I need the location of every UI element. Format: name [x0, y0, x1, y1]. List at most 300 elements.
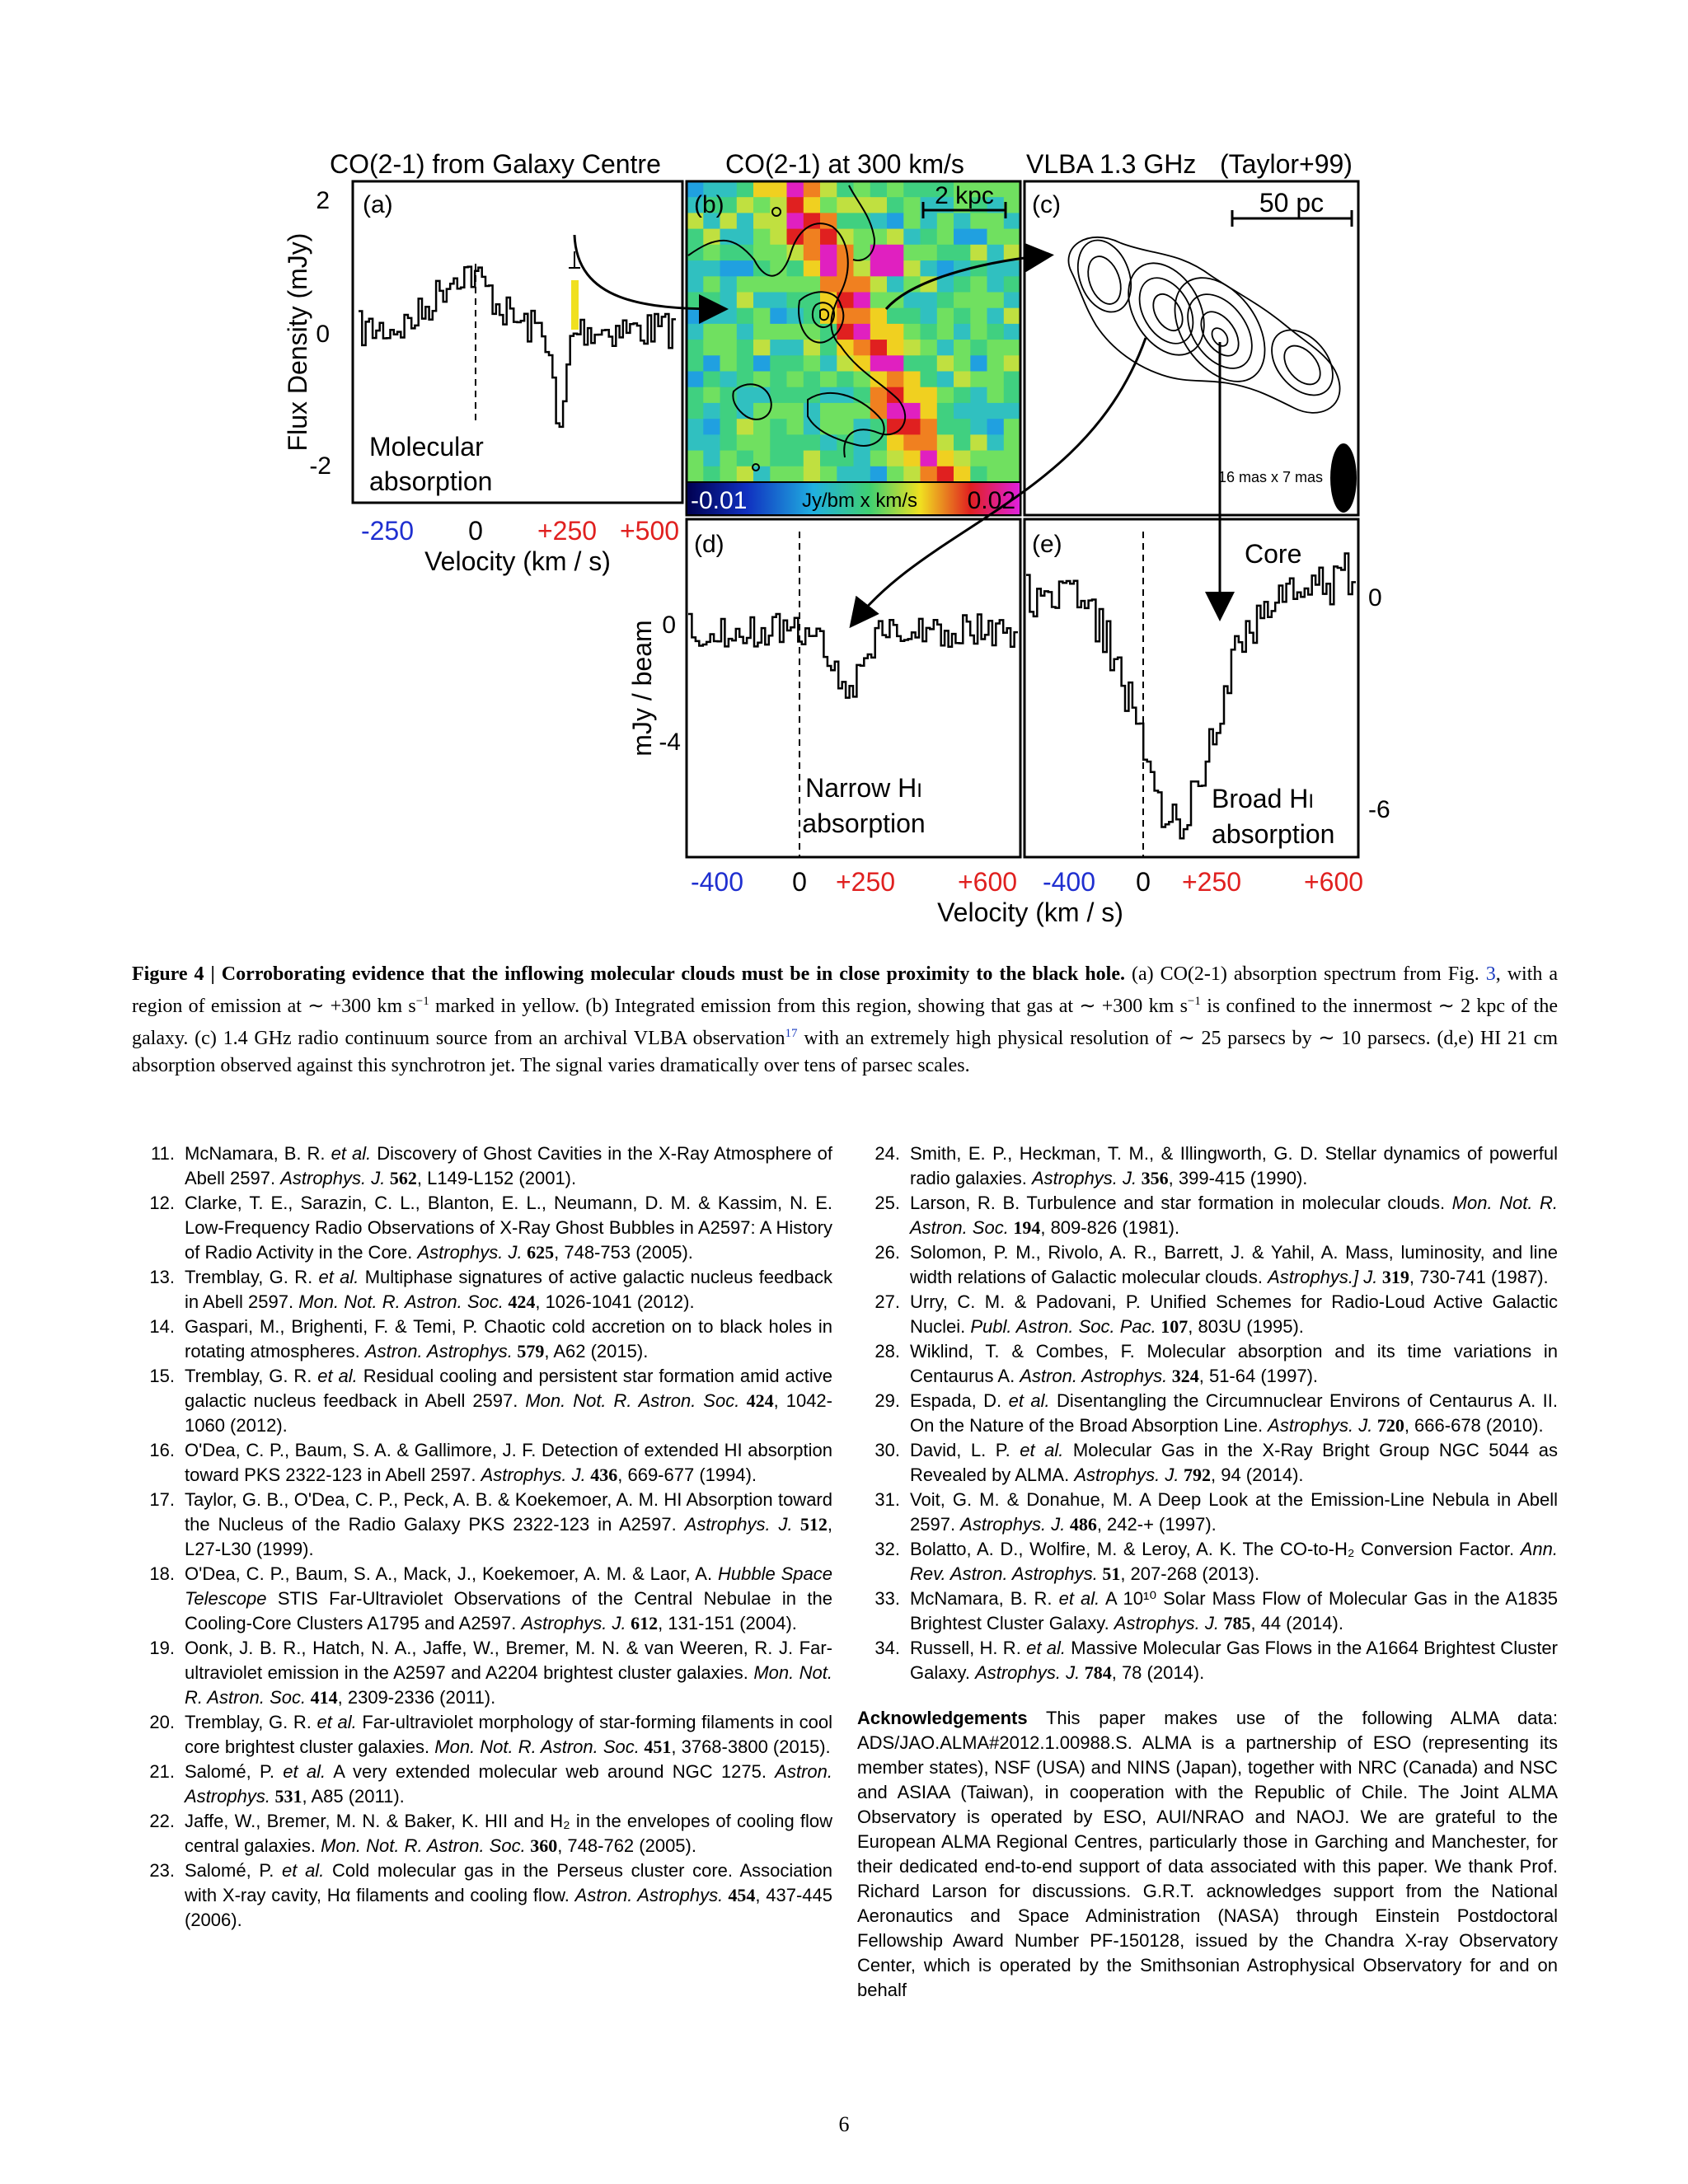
panel-c-title: VLBA 1.3 GHz: [1026, 149, 1197, 179]
map-pixel: [804, 372, 821, 388]
reference-title: Residual cooling and persistent star formation amid active galactic nucleus feedback in Abell 2597.: [185, 1366, 832, 1411]
map-pixel: [820, 451, 837, 467]
map-pixel: [954, 245, 971, 261]
map-pixel: [753, 181, 771, 198]
reference-item: [857, 1586, 1558, 1636]
map-pixel: [787, 276, 804, 293]
reference-pages: , 399-415 (1990).: [1168, 1168, 1308, 1188]
map-pixel: [687, 308, 704, 325]
map-pixel: [687, 355, 704, 372]
map-pixel: [837, 308, 854, 325]
panel-a-xlabel: Velocity (km / s): [424, 546, 611, 576]
map-pixel: [854, 387, 871, 404]
panel-c-beam: [1330, 443, 1357, 513]
map-pixel: [970, 213, 987, 229]
map-pixel: [770, 466, 787, 483]
reference-number: 19.: [149, 1638, 175, 1658]
map-pixel: [804, 181, 821, 198]
map-pixel: [737, 181, 754, 198]
map-pixel: [987, 293, 1005, 309]
reference-journal: Astrophys. J.: [684, 1514, 793, 1535]
map-pixel: [903, 355, 921, 372]
reference-journal: Mon. Not. R. Astron. Soc.: [321, 1835, 526, 1856]
reference-title: Molecular Gas in the X-Ray Bright Group NGC 5044 as Revealed by ALMA.: [910, 1440, 1558, 1485]
map-pixel: [720, 451, 738, 467]
map-pixel: [787, 308, 804, 325]
map-pixel: [937, 229, 954, 246]
map-pixel: [854, 403, 871, 419]
map-pixel: [753, 197, 771, 213]
map-pixel: [837, 229, 854, 246]
map-pixel: [854, 466, 871, 483]
map-pixel: [887, 372, 904, 388]
caption-sup-1: −1: [415, 995, 429, 1008]
panel-a-spectrum: [359, 267, 676, 427]
map-pixel: [903, 324, 921, 340]
reference-number: 16.: [149, 1440, 175, 1460]
map-pixel: [820, 197, 837, 213]
map-pixel: [720, 276, 738, 293]
map-pixel: [820, 245, 837, 261]
map-pixel: [887, 451, 904, 467]
caption-text-5: with an extremely high physical resolution of ∼ 25 parsecs by ∼ 10 parsecs. (d,e) HI 21 cm absorption observed against this synchrotron jet. The signal varies dramatically over tens of parsec scales.: [132, 1028, 1558, 1076]
map-pixel: [937, 451, 954, 467]
map-pixel: [720, 466, 738, 483]
map-pixel: [870, 197, 888, 213]
reference-journal: Astron. Astrophys.: [1020, 1366, 1168, 1386]
reference-italic: et al.: [1008, 1390, 1050, 1411]
map-pixel: [687, 387, 704, 404]
panel-a-xtick-500: +500: [619, 516, 680, 546]
panel-c-beam-label: 16 mas x 7 mas: [1218, 469, 1324, 485]
reference-pages: , 666-678 (2010).: [1404, 1415, 1544, 1436]
map-pixel: [937, 213, 954, 229]
reference-authors: O'Dea, C. P., Baum, S. A., Mack, J., Koekemoer, A. M. & Laor, A.: [185, 1563, 718, 1584]
map-pixel: [787, 355, 804, 372]
map-pixel: [937, 372, 954, 388]
reference-text: [185, 1141, 832, 1191]
panel-e-label-line2: absorption: [1212, 819, 1335, 849]
reference-journal: Astrophys. J.: [481, 1465, 586, 1485]
map-pixel: [887, 229, 904, 246]
panel-c-letter: (c): [1032, 191, 1061, 218]
reference-title: Multiphase signatures of active galactic nucleus feedback in Abell 2597.: [185, 1267, 832, 1312]
bottom-xtick-d-250: +250: [835, 867, 896, 897]
reference-number: 24.: [874, 1143, 900, 1164]
reference-text: [910, 1191, 1558, 1240]
map-pixel: [937, 434, 954, 451]
reference-text: [910, 1537, 1558, 1586]
map-pixel: [903, 451, 921, 467]
caption-figure-link[interactable]: 3: [1485, 963, 1496, 985]
map-pixel: [720, 419, 738, 435]
map-pixel: [921, 293, 938, 309]
map-pixel: [937, 340, 954, 356]
map-pixel: [903, 466, 921, 483]
map-pixel: [804, 434, 821, 451]
map-pixel: [753, 419, 771, 435]
reference-volume: 562: [385, 1168, 417, 1188]
map-pixel: [987, 372, 1005, 388]
map-pixel: [770, 451, 787, 467]
reference-text: [910, 1290, 1558, 1339]
panel-b-colorbar-min: -0.01: [691, 487, 748, 514]
map-pixel: [787, 213, 804, 229]
map-pixel: [854, 293, 871, 309]
map-pixel: [687, 466, 704, 483]
map-pixel: [737, 451, 754, 467]
map-pixel: [737, 466, 754, 483]
reference-title: Discovery of Ghost Cavities in the X-Ray Atmosphere of Abell 2597.: [185, 1143, 832, 1188]
map-pixel: [970, 229, 987, 246]
reference-journal: Astron. Astrophys.: [364, 1341, 513, 1361]
map-pixel: [1004, 308, 1021, 325]
bottom-xtick-d-0: 0: [792, 867, 807, 897]
reference-title: Massive Molecular Gas Flows in the A1664 Brightest Cluster Galaxy.: [910, 1638, 1558, 1683]
map-pixel: [970, 466, 987, 483]
reference-journal: Astrophys.] J.: [1268, 1267, 1378, 1287]
bottom-xtick-e-0: 0: [1136, 867, 1151, 897]
reference-title: Disentangling the Circumnuclear Environs of Centaurus A. II. On the Nature of the Broad Absorption Line.: [910, 1390, 1559, 1436]
map-pixel: [921, 466, 938, 483]
map-pixel: [954, 293, 971, 309]
map-pixel: [954, 308, 971, 325]
reference-volume: 785: [1218, 1613, 1251, 1633]
map-pixel: [903, 229, 921, 246]
reference-italic: et al.: [1020, 1440, 1064, 1460]
map-pixel: [870, 276, 888, 293]
reference-authors: Taylor, G. B., O'Dea, C. P., Peck, A. B. & Koekemoer, A. M. HI Absorption toward the Nucleus of the Radio Galaxy PKS 2322-123 in A2597.: [185, 1489, 832, 1535]
panel-a-xtick-neg250: -250: [360, 516, 415, 546]
map-pixel: [837, 466, 854, 483]
map-pixel: [937, 245, 954, 261]
panel-a-ytick-2: 2: [316, 187, 330, 214]
map-pixel: [737, 293, 754, 309]
map-pixel: [770, 181, 787, 198]
acknowledgements-text: This paper makes use of the following ALMA data: ADS/JAO.ALMA#2012.1.00988.S. ALMA is a partnership of ESO (representing its member states), NSF (USA) and NINS (Japan), together with NRC (Canada) and NSC and ASIAA (Taiwan), in cooperation with the Republic of Chile. The Joint ALMA Observatory is operated by ESO, AUI/NRAO and NAOJ. We are grateful to the European ALMA Regional Centres, particularly those in Garching and Manchester, for their dedicated end-to-end support of data associated with this paper. We thank Prof. Richard Larson for discussions. G.R.T. acknowledges support from the National Aeronautics and Space Administration (NASA) through Einstein Postdoctoral Fellowship Award Number PF-150128, issued by the Chandra X-ray Observatory Center, which is operated by the Smithsonian Astrophysical Observatory for and on behalf: [857, 1708, 1558, 2000]
map-pixel: [987, 451, 1005, 467]
map-pixel: [703, 324, 720, 340]
reference-item: [857, 1290, 1558, 1339]
map-pixel: [887, 355, 904, 372]
reference-italic: et al.: [1026, 1638, 1066, 1658]
map-pixel: [703, 355, 720, 372]
map-pixel: [770, 340, 787, 356]
map-pixel: [787, 372, 804, 388]
reference-italic: et al.: [317, 1366, 358, 1386]
reference-journal: Mon. Not. R. Astron. Soc.: [185, 1662, 832, 1708]
map-pixel: [687, 451, 704, 467]
bottom-xtick-d-neg400: -400: [690, 867, 744, 897]
map-pixel: [870, 434, 888, 451]
map-pixel: [787, 340, 804, 356]
map-pixel: [954, 451, 971, 467]
map-pixel: [687, 276, 704, 293]
map-pixel: [1004, 229, 1021, 246]
map-pixel: [804, 260, 821, 277]
map-pixel: [1004, 355, 1021, 372]
reference-volume: 784: [1080, 1662, 1112, 1683]
map-pixel: [987, 434, 1005, 451]
map-pixel: [987, 419, 1005, 435]
reference-journal: Astrophys. J.: [417, 1242, 523, 1263]
panel-b-map: [687, 181, 1021, 483]
reference-authors: Tremblay, G. R.: [185, 1712, 317, 1732]
reference-text: [185, 1636, 832, 1710]
reference-pages: , 3768-3800 (2015).: [671, 1736, 831, 1757]
reference-pages: , 730-741 (1987).: [1409, 1267, 1549, 1287]
map-pixel: [903, 245, 921, 261]
panel-e-label-line1: Broad HI: [1212, 784, 1315, 813]
map-pixel: [720, 403, 738, 419]
map-pixel: [987, 387, 1005, 404]
reference-authors: Larson, R. B. Turbulence and star formation in molecular clouds.: [910, 1193, 1452, 1213]
map-pixel: [887, 197, 904, 213]
map-pixel: [1004, 466, 1021, 483]
map-pixel: [720, 340, 738, 356]
map-pixel: [903, 387, 921, 404]
map-pixel: [903, 181, 921, 198]
map-pixel: [770, 324, 787, 340]
map-pixel: [737, 197, 754, 213]
map-pixel: [804, 451, 821, 467]
panel-d-label-line2: absorption: [802, 808, 926, 838]
map-pixel: [887, 324, 904, 340]
map-pixel: [787, 293, 804, 309]
map-pixel: [820, 355, 837, 372]
panel-a-letter: (a): [363, 191, 393, 218]
reference-item: [857, 1488, 1558, 1537]
map-pixel: [687, 229, 704, 246]
map-pixel: [854, 451, 871, 467]
map-pixel: [970, 434, 987, 451]
map-pixel: [703, 403, 720, 419]
reference-pages: , 809-826 (1981).: [1040, 1217, 1180, 1238]
map-pixel: [720, 308, 738, 325]
map-pixel: [787, 181, 804, 198]
map-pixel: [903, 419, 921, 435]
panel-e-ytick-neg6: -6: [1368, 796, 1390, 823]
reference-text: [185, 1315, 832, 1364]
reference-number: 17.: [149, 1489, 175, 1510]
reference-number: 33.: [874, 1588, 900, 1609]
reference-item: [857, 1438, 1558, 1488]
reference-journal: Mon. Not. R. Astron. Soc.: [298, 1291, 504, 1312]
map-pixel: [753, 293, 771, 309]
map-pixel: [720, 434, 738, 451]
reference-item: [132, 1265, 832, 1315]
reference-text: [910, 1141, 1558, 1191]
reference-volume: 414: [306, 1687, 338, 1708]
map-pixel: [887, 466, 904, 483]
map-pixel: [870, 260, 888, 277]
map-pixel: [820, 229, 837, 246]
map-pixel: [921, 355, 938, 372]
map-pixel: [970, 355, 987, 372]
reference-item: [132, 1191, 832, 1265]
map-pixel: [987, 229, 1005, 246]
reference-italic: et al.: [316, 1712, 357, 1732]
map-pixel: [787, 419, 804, 435]
map-pixel: [770, 355, 787, 372]
map-pixel: [1004, 293, 1021, 309]
map-pixel: [737, 213, 754, 229]
map-pixel: [837, 403, 854, 419]
map-pixel: [903, 260, 921, 277]
map-pixel: [820, 213, 837, 229]
panel-a-title: CO(2-1) from Galaxy Centre: [330, 149, 661, 179]
map-pixel: [737, 419, 754, 435]
map-pixel: [703, 293, 720, 309]
map-pixel: [770, 419, 787, 435]
reference-authors: McNamara, B. R.: [910, 1588, 1059, 1609]
reference-pages: , 51-64 (1997).: [1198, 1366, 1319, 1386]
map-pixel: [703, 260, 720, 277]
map-pixel: [854, 308, 871, 325]
reference-item: [857, 1389, 1558, 1438]
bottom-xtick-e-250: +250: [1181, 867, 1242, 897]
map-pixel: [804, 213, 821, 229]
reference-volume: 579: [512, 1341, 545, 1361]
map-pixel: [970, 245, 987, 261]
caption-label: Figure 4 | Corroborating evidence that the inflowing molecular clouds must be in close proximity to the black hole.: [132, 963, 1125, 985]
map-pixel: [770, 403, 787, 419]
map-pixel: [687, 434, 704, 451]
figure-4: [272, 136, 1426, 960]
map-pixel: [753, 308, 771, 325]
reference-journal: Astron. Astrophys.: [574, 1885, 724, 1905]
reference-authors: Tremblay, G. R.: [185, 1366, 318, 1386]
reference-volume: 324: [1167, 1366, 1199, 1386]
map-pixel: [837, 213, 854, 229]
reference-journal: Astrophys. J.: [1074, 1465, 1179, 1485]
map-pixel: [870, 245, 888, 261]
map-pixel: [954, 387, 971, 404]
reference-authors: Salomé, P.: [185, 1860, 283, 1881]
map-pixel: [854, 213, 871, 229]
map-pixel: [954, 466, 971, 483]
map-pixel: [770, 276, 787, 293]
reference-journal: Astrophys. J.: [521, 1613, 626, 1633]
reference-volume: 107: [1156, 1316, 1189, 1337]
panel-c-contours: [1068, 232, 1344, 412]
map-pixel: [753, 324, 771, 340]
map-pixel: [970, 324, 987, 340]
caption-citation-link[interactable]: 17: [785, 1027, 798, 1040]
map-pixel: [987, 245, 1005, 261]
map-pixel: [687, 403, 704, 419]
reference-volume: 424: [503, 1291, 536, 1312]
reference-italic: et al.: [318, 1267, 359, 1287]
panel-d-ytick-0: 0: [662, 612, 676, 639]
reference-item: [857, 1240, 1558, 1290]
map-pixel: [753, 229, 771, 246]
map-pixel: [870, 387, 888, 404]
reference-item: [132, 1760, 832, 1809]
map-pixel: [887, 245, 904, 261]
map-pixel: [854, 181, 871, 198]
map-pixel: [987, 340, 1005, 356]
map-pixel: [954, 340, 971, 356]
map-pixel: [854, 434, 871, 451]
map-pixel: [887, 434, 904, 451]
map-pixel: [937, 308, 954, 325]
map-pixel: [870, 181, 888, 198]
map-pixel: [870, 213, 888, 229]
map-pixel: [687, 340, 704, 356]
panel-e-ytick-0: 0: [1368, 584, 1382, 612]
map-pixel: [954, 434, 971, 451]
reference-pages: , A62 (2015).: [544, 1341, 649, 1361]
panel-a-xtick-0: 0: [468, 516, 483, 546]
reference-pages: , 207-268 (2013).: [1120, 1563, 1260, 1584]
reference-journal: Mon. Not. R. Astron. Soc.: [525, 1390, 740, 1411]
map-pixel: [921, 324, 938, 340]
reference-item: [132, 1809, 832, 1858]
map-pixel: [820, 372, 837, 388]
reference-authors: Urry, C. M. & Padovani, P. Unified Schemes for Radio-Loud Active Galactic Nuclei.: [910, 1291, 1558, 1337]
panel-d-spectrum: [688, 614, 1018, 698]
panel-c-core-label: Core: [1245, 539, 1302, 569]
map-pixel: [937, 355, 954, 372]
map-pixel: [1004, 372, 1021, 388]
map-pixel: [820, 403, 837, 419]
caption-text-3: marked in yellow. (b) Integrated emission from this region, showing that gas at ∼ +300 km s: [429, 996, 1188, 1017]
reference-number: 26.: [874, 1242, 900, 1263]
reference-item: [132, 1141, 832, 1191]
map-pixel: [787, 387, 804, 404]
map-pixel: [720, 293, 738, 309]
map-pixel: [1004, 260, 1021, 277]
map-pixel: [1004, 419, 1021, 435]
reference-volume: 451: [639, 1736, 672, 1757]
reference-number: 21.: [149, 1761, 175, 1782]
map-pixel: [737, 260, 754, 277]
map-pixel: [954, 403, 971, 419]
reference-text: [910, 1636, 1558, 1685]
reference-pages: , 1042-1060 (2012).: [185, 1390, 832, 1436]
map-pixel: [954, 213, 971, 229]
map-pixel: [820, 260, 837, 277]
map-pixel: [854, 229, 871, 246]
map-pixel: [737, 245, 754, 261]
reference-title: STIS Far-Ultraviolet Observations of the Central Nebulae in the Cooling-Core Clusters A1795 and A2597.: [185, 1588, 832, 1633]
panel-b-colorbar-unit: Jy/bm x km/s: [801, 490, 918, 512]
map-pixel: [1004, 340, 1021, 356]
reference-volume: 319: [1377, 1267, 1409, 1287]
reference-journal: Astrophys. J.: [975, 1662, 1081, 1683]
panel-a-emission-highlight: [571, 280, 579, 330]
reference-journal: Astrophys. J.: [960, 1514, 1066, 1535]
map-pixel: [954, 324, 971, 340]
reference-pages: , 94 (2014).: [1211, 1465, 1304, 1485]
map-pixel: [854, 276, 871, 293]
map-pixel: [970, 308, 987, 325]
map-pixel: [703, 419, 720, 435]
panel-d-label-line1: Narrow HI: [805, 773, 922, 803]
reference-title: Cold molecular gas in the Perseus cluster core. Association with X-ray cavity, Hα filaments and cooling flow.: [185, 1860, 832, 1905]
map-pixel: [804, 229, 821, 246]
map-pixel: [804, 419, 821, 435]
reference-italic: et al.: [331, 1143, 372, 1164]
reference-italic: et al.: [283, 1761, 326, 1782]
map-pixel: [903, 293, 921, 309]
reference-text: [185, 1364, 832, 1438]
reference-number: 15.: [149, 1366, 175, 1386]
map-pixel: [970, 372, 987, 388]
map-pixel: [970, 340, 987, 356]
map-pixel: [887, 308, 904, 325]
